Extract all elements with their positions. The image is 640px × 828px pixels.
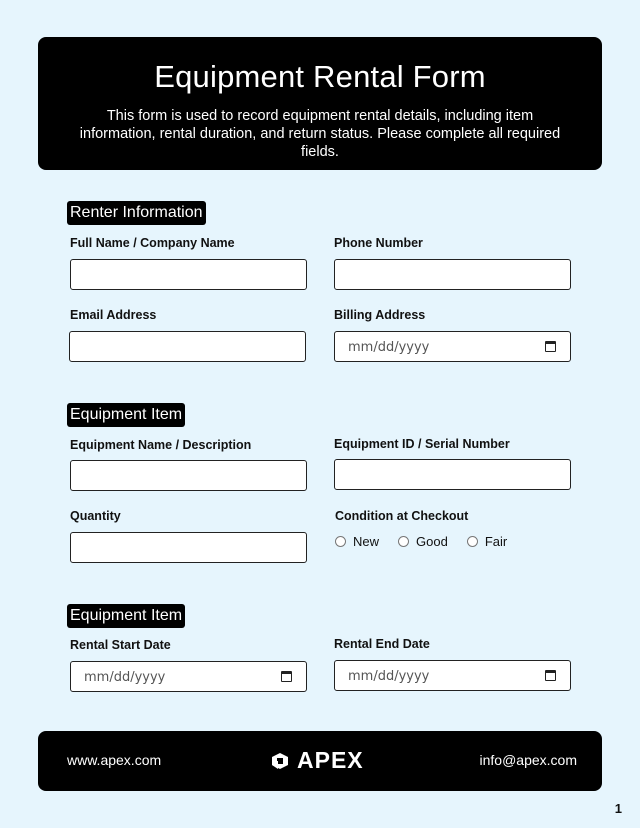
condition-fair-radio[interactable] [467, 534, 507, 549]
form-header [38, 37, 602, 170]
footer-website[interactable]: www.apex.com [67, 752, 162, 768]
radio-circle[interactable] [467, 536, 478, 547]
equipment-id-input[interactable] [334, 459, 571, 490]
email-input[interactable] [69, 331, 306, 362]
billing-address-label: Billing Address [334, 308, 426, 322]
quantity-label: Quantity [70, 509, 121, 523]
calendar-icon[interactable] [545, 341, 556, 352]
rental-end-placeholder: mm/dd/yyyy [348, 669, 430, 684]
section-title-renter: Renter Information [67, 201, 206, 225]
condition-fair-label: Fair [484, 534, 508, 549]
condition-radio-group [335, 534, 526, 549]
full-name-label: Full Name / Company Name [70, 236, 235, 250]
condition-good-label: Good [416, 534, 448, 549]
billing-address-input[interactable] [334, 331, 571, 362]
equipment-name-input[interactable] [70, 460, 307, 491]
equipment-name-label: Equipment Name / Description [70, 438, 252, 452]
page-footer [38, 731, 602, 791]
condition-good-radio[interactable] [398, 534, 448, 549]
email-label: Email Address [70, 308, 157, 322]
page-title: Equipment Rental Form [154, 59, 486, 94]
equipment-id-label: Equipment ID / Serial Number [334, 437, 510, 451]
quantity-input[interactable] [70, 532, 307, 563]
apex-logo-icon [271, 752, 289, 770]
rental-start-placeholder: mm/dd/yyyy [84, 670, 166, 685]
rental-start-label: Rental Start Date [70, 638, 171, 652]
calendar-icon[interactable] [281, 671, 292, 682]
billing-address-placeholder: mm/dd/yyyy [348, 340, 430, 355]
footer-email[interactable]: info@apex.com [479, 752, 577, 768]
radio-circle[interactable] [335, 536, 346, 547]
rental-end-input[interactable] [334, 660, 571, 691]
brand-logo [271, 747, 364, 774]
rental-end-label: Rental End Date [334, 637, 430, 651]
rental-start-input[interactable] [70, 661, 307, 692]
brand-name: APEX [297, 747, 364, 773]
condition-label: Condition at Checkout [335, 509, 469, 523]
phone-input[interactable] [334, 259, 571, 290]
form-description: This form is used to record equipment rental details, including item information, rental duration, and return status. Please complete all required fields. [79, 108, 561, 160]
radio-circle[interactable] [398, 536, 409, 547]
phone-label: Phone Number [334, 236, 423, 250]
condition-new-label: New [353, 534, 380, 549]
section-title-equipment: Equipment Item [67, 403, 185, 427]
condition-new-radio[interactable] [335, 534, 379, 549]
calendar-icon[interactable] [545, 670, 556, 681]
full-name-input[interactable] [70, 259, 307, 290]
section-title-rental: Equipment Item [67, 604, 185, 628]
page-number: 1 [614, 801, 622, 816]
